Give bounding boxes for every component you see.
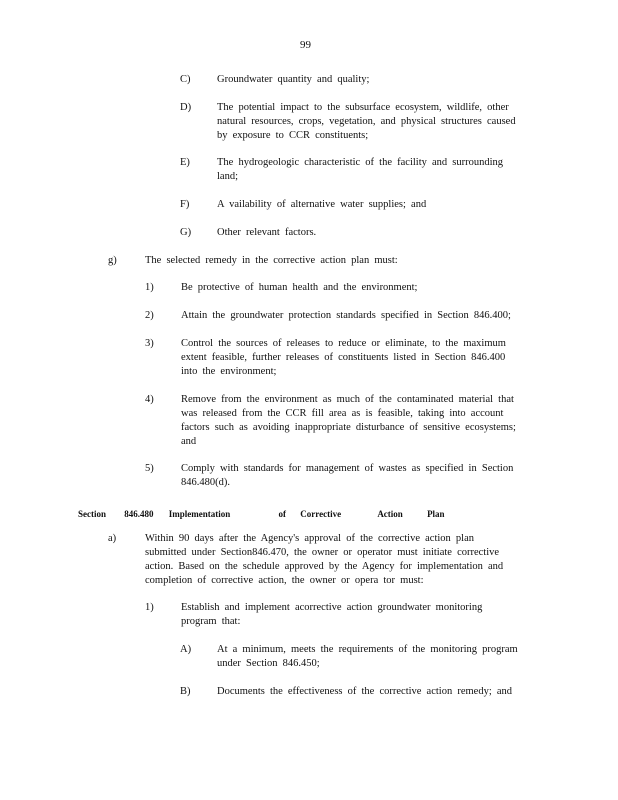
page-number: 99 [300, 39, 311, 51]
list-item-label: 2) [145, 310, 154, 321]
list-item-line: A vailability of alternative water supplies; and [217, 199, 427, 210]
list-item-label: D) [180, 102, 192, 113]
section-title-word: Implementation [168, 509, 231, 519]
list-item-line: 846.480(d). [181, 477, 230, 488]
list-item-line: Documents the effectiveness of the corrective action remedy; and [217, 686, 513, 697]
list-item-label: B) [180, 686, 191, 697]
list-item-line: Groundwater quantity and quality; [217, 74, 370, 85]
list-item-label: 3) [145, 338, 154, 349]
list-item-line: was released from the CCR fill area as is feasible, taking into account [181, 408, 504, 419]
list-item-line: by exposure to CCR constituents; [217, 130, 369, 141]
section-title-word: of [278, 509, 286, 519]
list-item-line: Establish and implement acorrective action groundwater monitoring [181, 602, 483, 613]
list-item-line: extent feasible, further releases of constituents listed in Section 846.400 [181, 352, 506, 363]
list-item-line: natural resources, crops, vegetation, and physical structures caused [217, 116, 516, 127]
list-item-line: land; [217, 171, 238, 182]
list-item-line: under Section 846.450; [217, 658, 320, 669]
list-item-label: A) [180, 644, 192, 655]
section-title-word: Corrective [300, 509, 342, 519]
list-item-line: Attain the groundwater protection standards specified in Section 846.400; [181, 310, 511, 321]
list-item-label: 1) [145, 602, 154, 613]
list-item-line: The hydrogeologic characteristic of the facility and surrounding [217, 157, 504, 168]
section-label: Section [78, 509, 106, 519]
list-item-line: The potential impact to the subsurface ecosystem, wildlife, other [217, 102, 509, 113]
list-item-line: Other relevant factors. [217, 227, 317, 238]
list-item-label: a) [108, 533, 117, 544]
section-title-word: Action [377, 509, 403, 519]
list-item-line: and [181, 436, 197, 447]
list-item-line: factors such as avoiding inappropriate disturbance of sensitive ecosystems; [181, 422, 516, 433]
list-item-line: action. Based on the schedule approved by the Agency for implementation and [145, 561, 504, 572]
section-number: 846.480 [124, 509, 154, 519]
section-heading [78, 507, 445, 521]
list-item-label: 1) [145, 282, 154, 293]
list-item-line: Control the sources of releases to reduce or eliminate, to the maximum [181, 338, 506, 349]
list-item-label: C) [180, 74, 191, 85]
list-item-line: At a minimum, meets the requirements of the monitoring program [217, 644, 518, 655]
list-item-line: Comply with standards for management of wastes as specified in Section [181, 463, 514, 474]
list-item-label: 5) [145, 463, 154, 474]
list-item-line: Within 90 days after the Agency's approval of the corrective action plan [145, 533, 474, 544]
list-item-line: Remove from the environment as much of the contaminated material that [181, 394, 514, 405]
list-item-line: The selected remedy in the corrective action plan must: [145, 255, 398, 266]
list-item-line: submitted under Section846.470, the owner or operator must initiate corrective [145, 547, 500, 558]
list-item-label: 4) [145, 394, 154, 405]
list-item-line: completion of corrective action, the owner or opera tor must: [145, 575, 424, 586]
list-item-label: G) [180, 227, 192, 238]
list-item-label: F) [180, 199, 190, 210]
list-item-label: E) [180, 157, 190, 168]
list-item-label: g) [108, 255, 117, 266]
list-item-line: into the environment; [181, 366, 277, 377]
list-item-line: program that: [181, 616, 241, 627]
list-item-line: Be protective of human health and the environment; [181, 282, 418, 293]
section-title-word: Plan [427, 509, 445, 519]
